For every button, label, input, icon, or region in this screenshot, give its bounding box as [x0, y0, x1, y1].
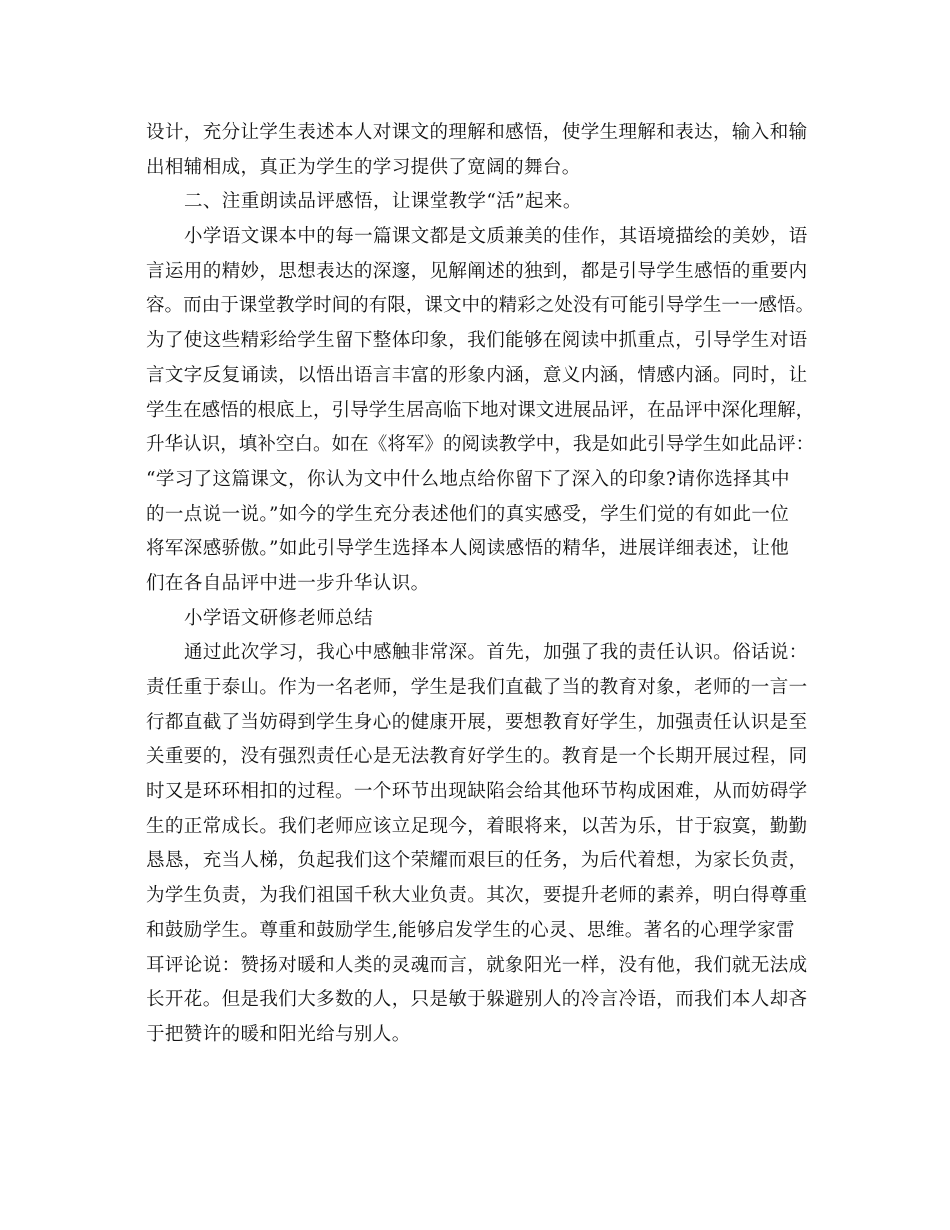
text-line: 关重要的，没有强烈责任心是无法教育好学生的。教育是一个长期开展过程，同: [146, 746, 808, 768]
text-line: 容。而由于课堂教学时间的有限，课文中的精彩之处没有可能引导学生一一感悟。: [146, 295, 815, 317]
text-line: 的一点说一说。”如今的学生充分表述他们的真实感受，学生们觉的有如此一位: [146, 503, 790, 525]
text-line: 为了使这些精彩给学生留下整体印象，我们能够在阅读中抓重点，引导学生对语: [146, 330, 808, 352]
text-line: 通过此次学习，我心中感触非常深。首先，加强了我的责任认识。俗话说：: [184, 642, 808, 664]
text-line: 二、注重朗读品评感悟，让课堂教学“活”起来。: [184, 191, 582, 213]
text-line: 长开花。但是我们大多数的人，只是敏于躲避别人的冷言冷语，而我们本人却吝: [146, 989, 808, 1011]
text-line: 们在各自品评中进一步升华认识。: [146, 572, 430, 594]
text-line: 学生在感悟的根底上，引导学生居高临下地对课文进展品评，在品评中深化理解，: [146, 399, 815, 421]
text-line: 时又是环环相扣的过程。一个环节出现缺陷会给其他环节构成困难，从而妨碍学: [146, 781, 808, 803]
text-line: 言文字反复诵读，以悟出语言丰富的形象内涵，意义内涵，情感内涵。同时，让: [146, 364, 808, 386]
text-line: 耳评论说：赞扬对暖和人类的灵魂而言，就象阳光一样，没有他，我们就无法成: [146, 954, 808, 976]
text-line: 恳恳，充当人梯，负起我们这个荣耀而艰巨的任务，为后代着想，为家长负责，: [146, 850, 808, 872]
text-line: 小学语文课本中的每一篇课文都是文质兼美的佳作，其语境描绘的美妙，语: [184, 226, 808, 248]
text-line: 小学语文研修老师总结: [184, 607, 374, 629]
text-line: 升华认识，填补空白。如在《将军》的阅读教学中，我是如此引导学生如此品评：: [146, 434, 815, 456]
text-line: 责任重于泰山。作为一名老师，学生是我们直截了当的教育对象，老师的一言一: [146, 677, 808, 698]
text-line: 为学生负责，为我们祖国千秋大业负责。其次，要提升老师的素养，明白得尊重: [146, 885, 808, 907]
text-line: 将军深感骄傲。”如此引导学生选择本人阅读感悟的精华，进展详细表述，让他: [146, 538, 790, 560]
text-line: 言运用的精妙，思想表达的深邃，见解阐述的独到，都是引导学生感悟的重要内: [146, 260, 808, 282]
text-line: “学习了这篇课文，你认为文中什么地点给你留下了深入的印象?请你选择其中: [146, 468, 790, 490]
text-line: 行都直截了当妨碍到学生身心的健康开展，要想教育好学生，加强责任认识是至: [146, 711, 808, 733]
text-line: 设计，充分让学生表述本人对课文的理解和感悟，使学生理解和表达，输入和输: [146, 122, 808, 143]
text-line: 和鼓励学生。尊重和鼓励学生,能够启发学生的心灵、思维。著名的心理学家雷: [146, 919, 795, 941]
body-text: [146, 116, 816, 1053]
text-line: 于把赞许的暖和阳光给与别人。: [146, 1023, 411, 1045]
text-line: 出相辅相成，真正为学生的学习提供了宽阔的舞台。: [146, 156, 581, 178]
text-line: 生的正常成长。我们老师应该立足现今，着眼将来，以苦为乐，甘于寂寞，勤勤: [146, 815, 808, 837]
